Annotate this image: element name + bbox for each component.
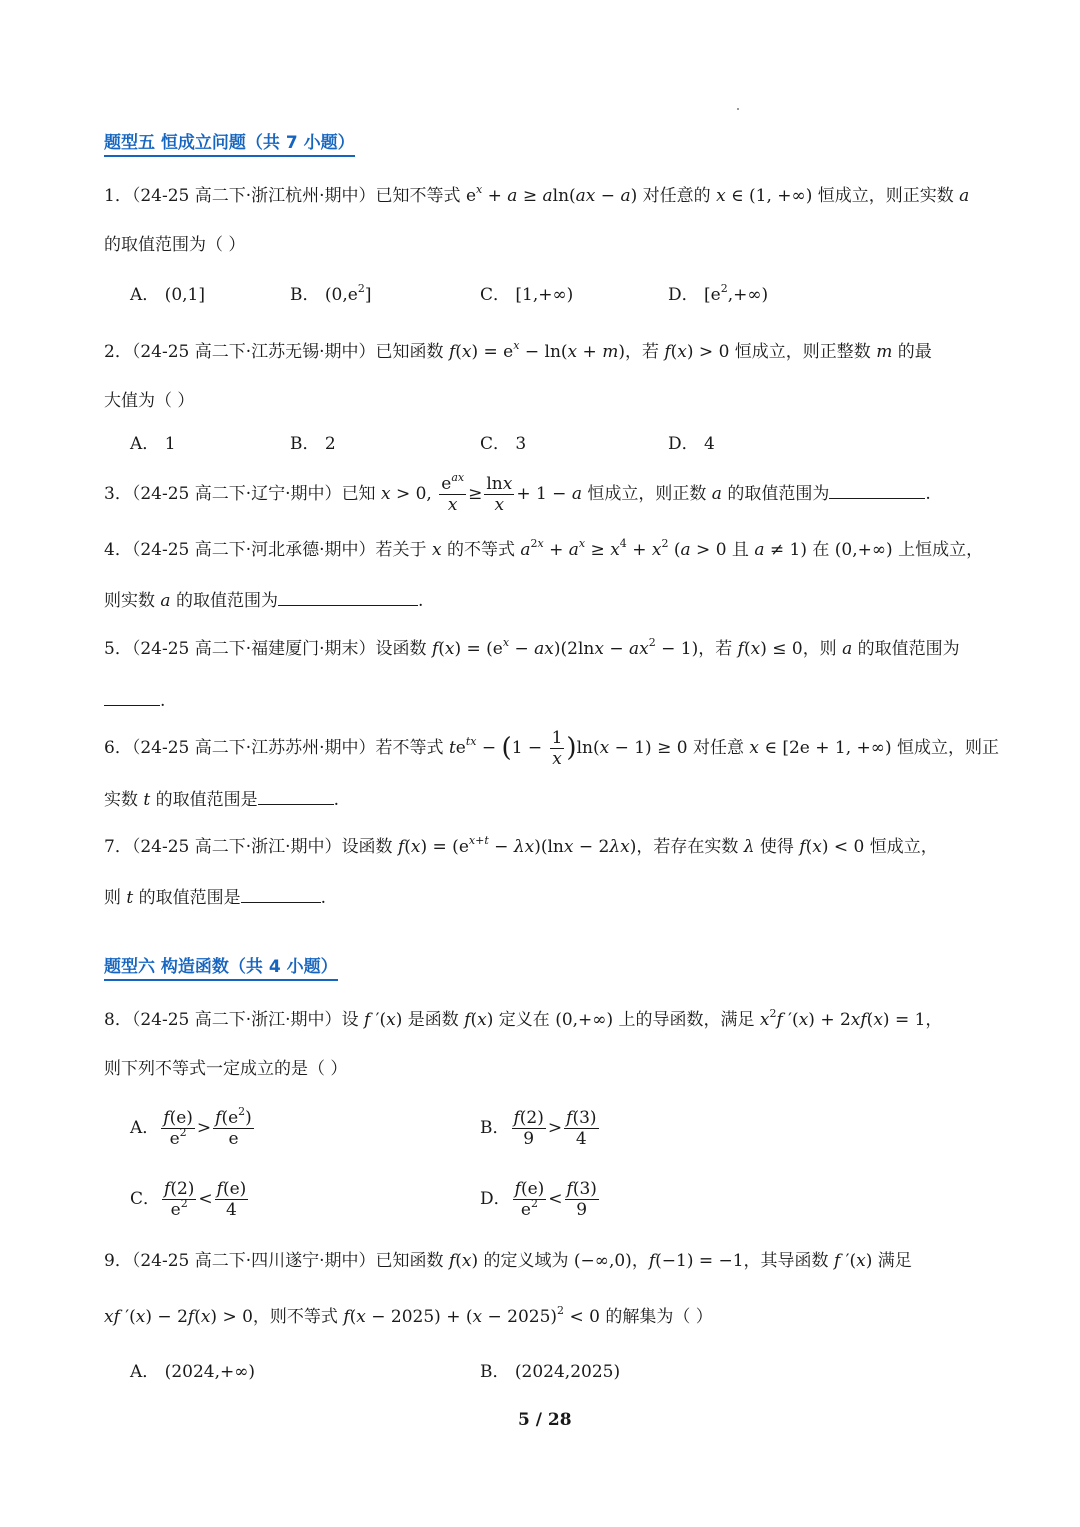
question-3: 3．（24-25 高二下·辽宁·期中）已知 x > 0, $\frac{e^{ax}}{x}$ ≥ $\frac{\ln x}{x}$ + 1 − a 恒成立，则正数 a 的取值范围为 . (104, 471, 931, 515)
q2-option-d: D． 4 (668, 434, 715, 454)
q8-option-c: C． $\frac{f(2)}{e^2}$ < $\frac{f(e)}{4}$ (130, 1179, 247, 1220)
scan-speck (737, 108, 739, 110)
q7-continuation: 则 t 的取值范围是 . (104, 884, 326, 910)
answer-blank[interactable] (104, 687, 160, 706)
q2-continuation: 大值为（ ） (104, 391, 195, 411)
q4-continuation: 则实数 a 的取值范围为 . (104, 587, 423, 613)
question-4: 4．（24-25 高二下·河北承德·期中）若关于 x 的不等式 $a^{2x} + a^x \ge x^4 + x^2$ (a > 0 且 a ≠ 1) 在 (0,+∞) 上恒成立， (104, 537, 984, 560)
answer-blank[interactable] (829, 480, 925, 499)
q1-option-c: C． [1,+∞) (480, 285, 574, 305)
q8-option-b: B． $\frac{f(2)}{9}$ > $\frac{f(3)}{4}$ (480, 1108, 597, 1149)
question-9: 9．（24-25 高二下·四川遂宁·期中）已知函数 f(x) 的定义域为 (−∞,0)，f(−1) = −1，其导函数 f ′(x) 满足 (104, 1251, 912, 1271)
q1-option-d: D． $[e^2,+\infty)$ (668, 282, 769, 305)
q2-option-c: C． 3 (480, 434, 527, 454)
answer-blank[interactable] (258, 786, 334, 805)
q1-option-a: A． (0,1] (130, 285, 205, 305)
q9-option-a: A． (2024,+∞) (130, 1362, 256, 1382)
question-5: 5．（24-25 高二下·福建厦门·期末）设函数 $f(x) = (e^x - ax)(2\ln x - ax^2 - 1)$，若 f(x) ≤ 0，则 a 的取值范围为 (104, 636, 960, 659)
q6-continuation: 实数 t 的取值范围是 . (104, 786, 339, 812)
answer-blank[interactable] (241, 884, 321, 903)
q9-option-b: B． (2024,2025) (480, 1362, 621, 1382)
question-6: 6．（24-25 高二下·江苏苏州·期中）若不等式 $te^{tx} - (1$ − $\frac{1}{x}$ )ln(x − 1) ≥ 0 对任意 x ∈ [2e + 1, +∞) 恒成立，则正 (104, 728, 999, 769)
question-7: 7．（24-25 高二下·浙江·期中）设函数 $f(x) = (e^{x+t} - \lambda x)(\ln x - 2\lambda x)$，若存在实数 λ 使得 f(x) < 0 恒成立， (104, 834, 938, 857)
page-number: 5 / 28 (518, 1410, 572, 1430)
q1-formula: $e^x + a \ge aln(ax - a)$ (465, 183, 638, 206)
q1-text: 已知不等式 (375, 186, 466, 206)
q1-source: （24-25 高二下·浙江杭州·期中） (131, 186, 376, 206)
section-heading-5: 题型五 恒成立问题（共 7 小题） (104, 132, 355, 157)
q8-continuation: 则下列不等式一定成立的是（ ） (104, 1059, 348, 1079)
q1-continuation: 的取值范围为（ ） (104, 235, 246, 255)
q8-option-d: D． $\frac{f(e)}{e^2}$ < $\frac{f(3)}{9}$ (480, 1179, 597, 1220)
q8-option-a: A． $\frac{f(e)}{e^2}$ > $\frac{f(e^2)}{e}$ (130, 1105, 252, 1149)
q2-option-a: A． 1 (130, 434, 176, 454)
q5-continuation: . (104, 687, 165, 713)
q2-option-b: B． 2 (290, 434, 336, 454)
question-1: 1．（24-25 高二下·浙江杭州·期中）已知不等式 $e^x + a \ge aln(ax - a)$ 对任意的 x ∈ (1, +∞) 恒成立，则正实数 a (104, 183, 970, 206)
q1-option-b: B． $(0,e^2]$ (290, 282, 372, 305)
question-8: 8．（24-25 高二下·浙江·期中）设 f ′(x) 是函数 f(x) 定义在 (0,+∞) 上的导函数，满足 $x^2f$ ′(x) + 2xf(x) = 1， (104, 1007, 943, 1030)
answer-blank[interactable] (278, 587, 418, 606)
section-heading-6: 题型六 构造函数（共 4 小题） (104, 956, 338, 981)
q9-continuation: xf ′(x) − 2f(x) > 0，则不等式 $f(x - 2025) + (x - 2025)^2 < 0$ 的解集为（ ） (104, 1304, 713, 1327)
q1-number: 1． (104, 186, 132, 206)
question-2: 2．（24-25 高二下·江苏无锡·期中）已知函数 $f(x) = e^x - \ln(x + m)$，若 f(x) > 0 恒成立，则正整数 m 的最 (104, 339, 932, 362)
